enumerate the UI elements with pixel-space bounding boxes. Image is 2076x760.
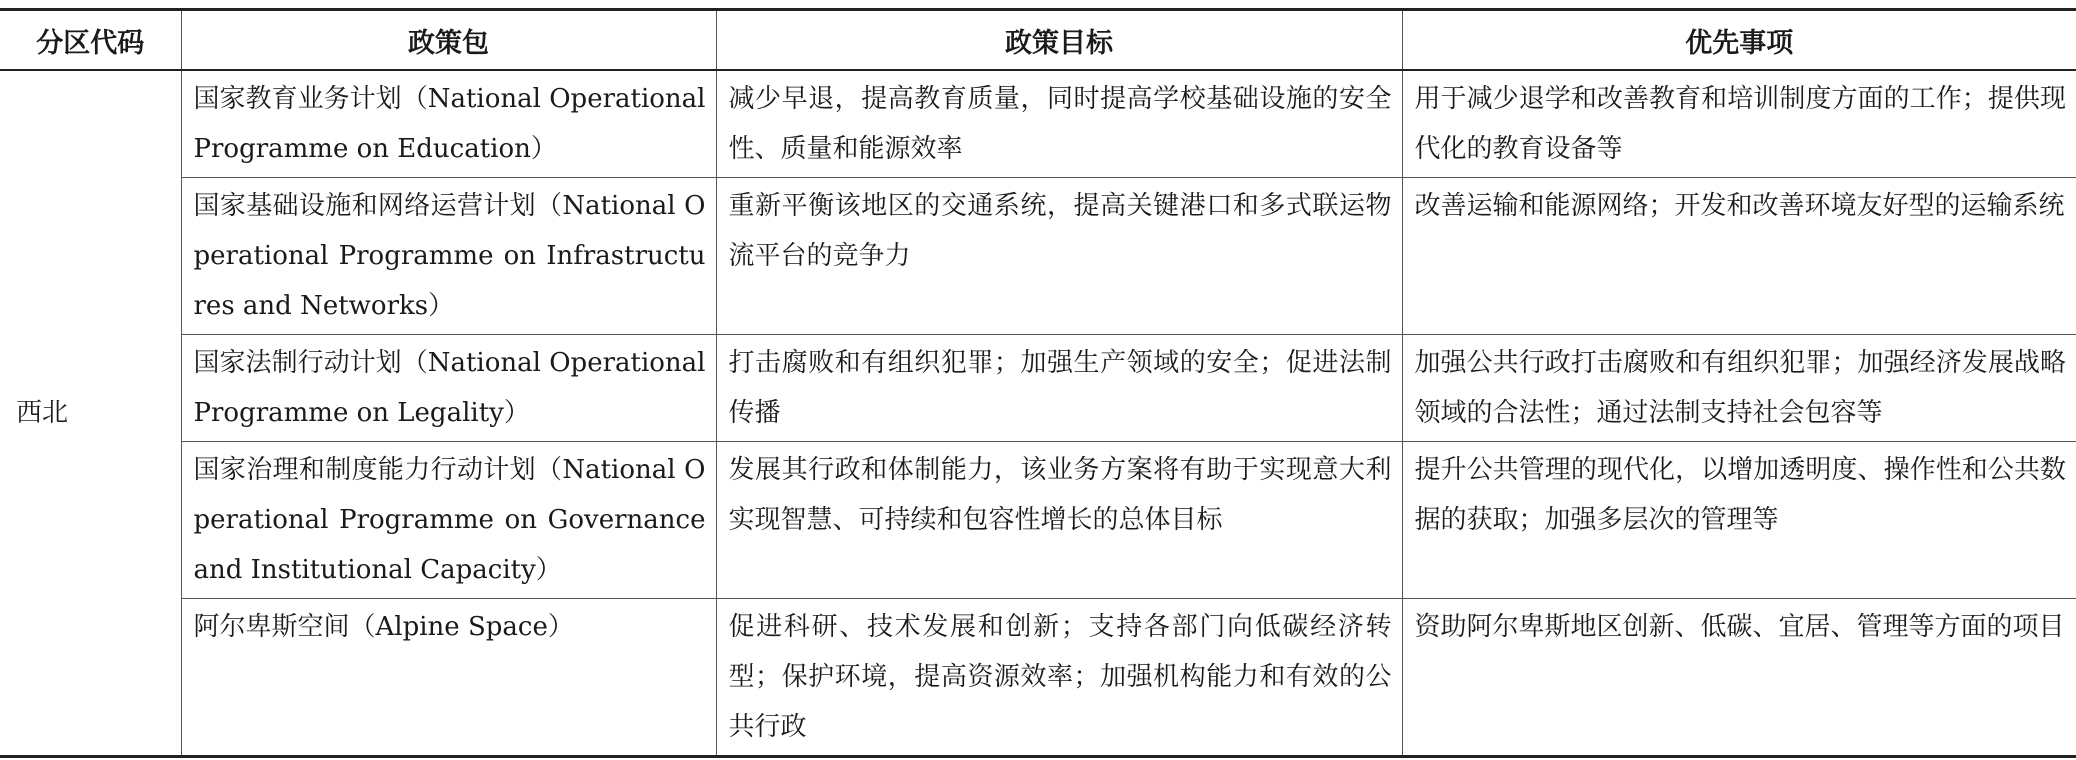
table-header [0,10,2076,71]
package-cell: 国家治理和制度能力行动计划（National Operational Programme on Governance and Institutional Capacity） [181,442,716,599]
goal-cell: 重新平衡该地区的交通系统，提高关键港口和多式联运物流平台的竞争力 [716,178,1402,335]
package-cell: 阿尔卑斯空间（Alpine Space） [181,599,716,757]
package-cell: 国家基础设施和网络运营计划（National Operational Programme on Infrastructures and Networks） [181,178,716,335]
header-row [0,10,2076,71]
header-priority: 优先事项 [1402,10,2076,71]
header-region-code: 分区代码 [0,10,181,71]
priority-cell: 用于减少退学和改善教育和培训制度方面的工作；提供现代化的教育设备等 [1402,70,2076,178]
table-body [0,70,2076,757]
package-cell: 国家教育业务计划（National Operational Programme on Education） [181,70,716,178]
header-policy-goal: 政策目标 [716,10,1402,71]
goal-cell: 促进科研、技术发展和创新；支持各部门向低碳经济转型；保护环境，提高资源效率；加强机构能力和有效的公共行政 [716,599,1402,757]
priority-cell: 加强公共行政打击腐败和有组织犯罪；加强经济发展战略领域的合法性；通过法制支持社会包容等 [1402,335,2076,442]
goal-cell: 发展其行政和体制能力，该业务方案将有助于实现意大利实现智慧、可持续和包容性增长的总体目标 [716,442,1402,599]
policy-table [0,8,2076,758]
table-row [0,599,2076,757]
region-cell: 西北 [0,70,181,757]
goal-cell: 打击腐败和有组织犯罪；加强生产领域的安全；促进法制传播 [716,335,1402,442]
priority-cell: 改善运输和能源网络；开发和改善环境友好型的运输系统 [1402,178,2076,335]
goal-cell: 减少早退，提高教育质量，同时提高学校基础设施的安全性、质量和能源效率 [716,70,1402,178]
table-row [0,70,2076,178]
table-row [0,178,2076,335]
package-cell: 国家法制行动计划（National Operational Programme on Legality） [181,335,716,442]
priority-cell: 资助阿尔卑斯地区创新、低碳、宜居、管理等方面的项目 [1402,599,2076,757]
header-policy-package: 政策包 [181,10,716,71]
priority-cell: 提升公共管理的现代化，以增加透明度、操作性和公共数据的获取；加强多层次的管理等 [1402,442,2076,599]
table-row [0,335,2076,442]
table-row [0,442,2076,599]
